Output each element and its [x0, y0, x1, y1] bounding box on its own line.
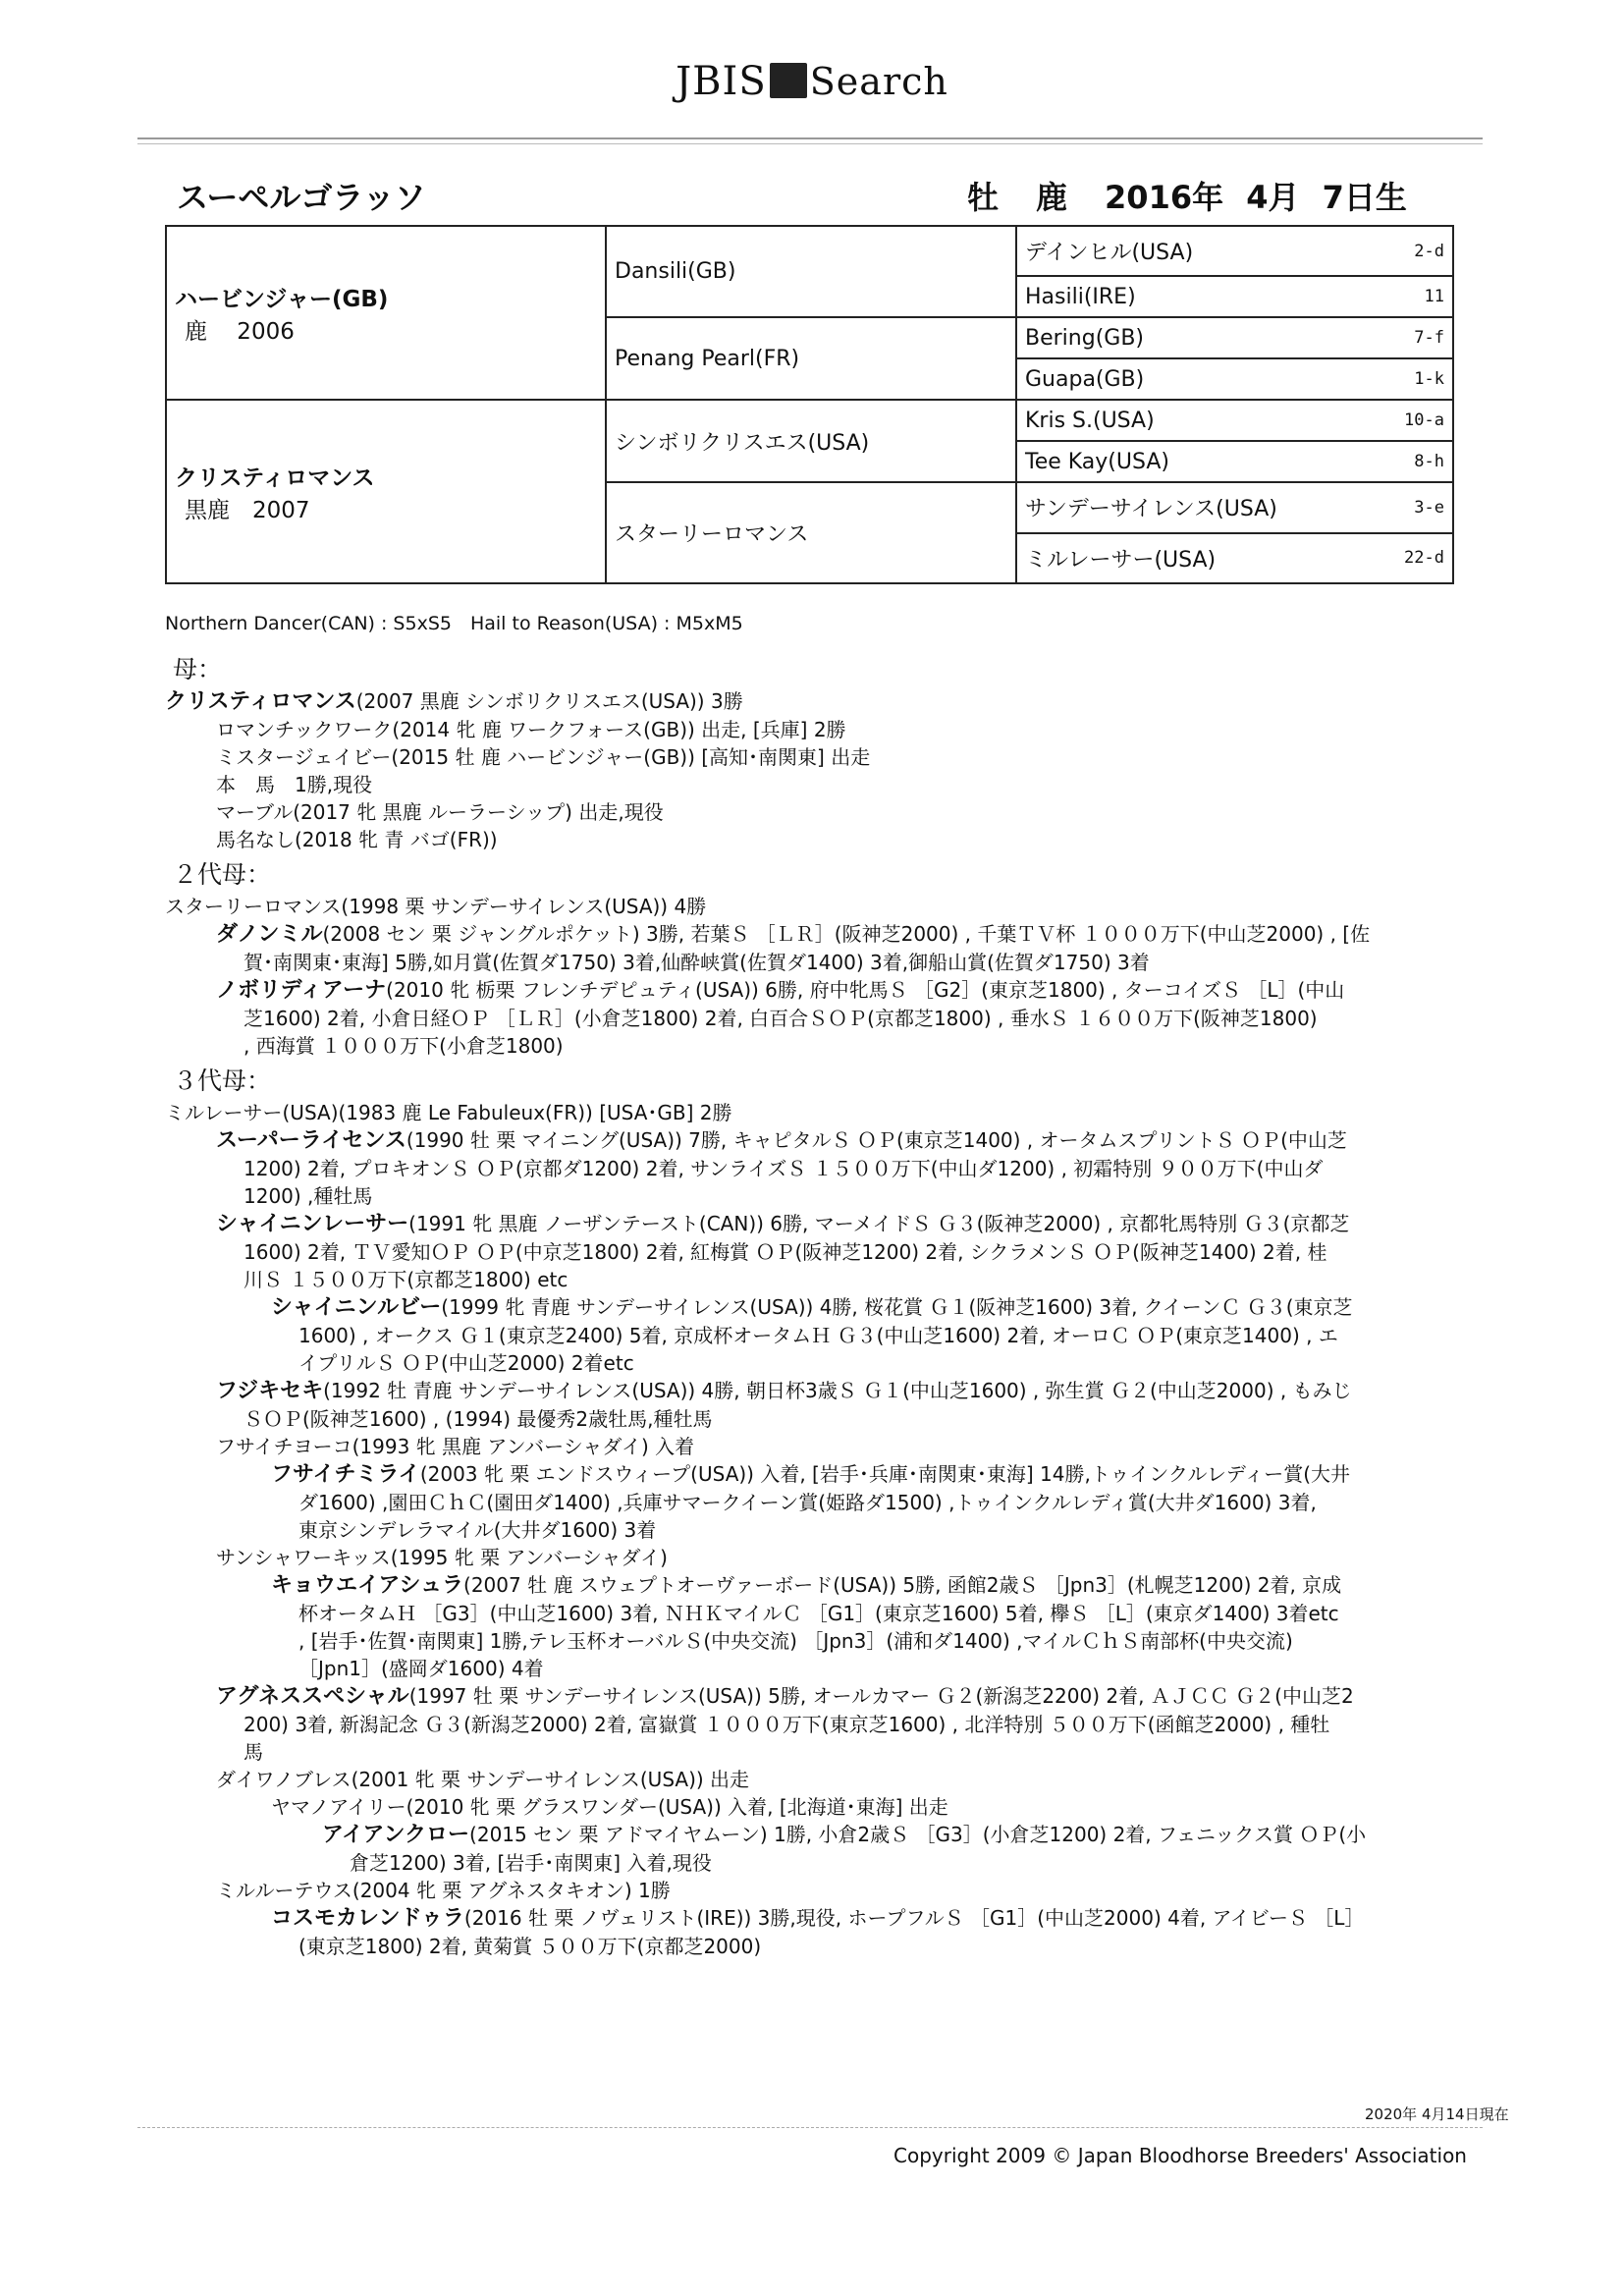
section-g2-heading: ２代母：: [173, 860, 272, 889]
entry-detail: (1990 牡 栗 マイニング(USA)) 7勝, キャピタルＳ ＯＰ(東京芝1400) , オータムスプリントＳ ＯＰ(中山芝: [406, 1128, 1347, 1152]
list-item: [165, 1822, 1471, 1848]
entry-name: キョウエイアシュラ: [271, 1573, 464, 1598]
list-item: [165, 1794, 1471, 1820]
g3-name: Bering(GB): [1016, 317, 1378, 358]
list-item-cont: , 西海賞 １０００万下(小倉芝1800): [244, 1034, 564, 1058]
entry-detail: 1200) ,種牡馬: [244, 1184, 373, 1208]
dam-entry: [165, 688, 1471, 715]
entry-detail: (2016 牡 栗 ノヴェリスト(IRE)) 3勝,現役, ホープフルＳ ［G1］(中山芝2000) 4着, アイビーＳ ［L］: [463, 1906, 1365, 1930]
list-item: [165, 1127, 1471, 1154]
horse-logo-icon: [770, 63, 807, 98]
list-item-cont: [165, 1156, 1471, 1181]
entry-detail: 川Ｓ １５００万下(京都芝1800) etc: [244, 1268, 568, 1291]
list-item: [165, 1545, 1471, 1570]
copyright: Copyright 2009 © Japan Bloodhorse Breeders' Association: [893, 2144, 1467, 2167]
entry-name: フジキセキ: [216, 1379, 324, 1403]
list-item: [165, 1294, 1471, 1321]
g3-family: 7-f: [1378, 317, 1453, 358]
list-item: [165, 1878, 1471, 1903]
horse-birth: 2016年 4月 7日生: [1105, 179, 1407, 216]
entry-name: コスモカレンドゥラ: [271, 1906, 464, 1931]
entry-detail: サンシャワーキッス(1995 牝 栗 アンバーシャダイ): [216, 1546, 668, 1569]
list-item: [165, 1767, 1471, 1792]
entry-detail: イプリルＳ ＯＰ(中山芝2000) 2着etc: [298, 1351, 634, 1375]
list-item-cont: [165, 1739, 1471, 1765]
entry-detail: ヤマノアイリー(2010 牝 栗 グラスワンダー(USA)) 入着, [北海道･東海] 出走: [271, 1795, 948, 1819]
section-dam-heading: 母：: [173, 655, 223, 683]
sire-sub: 鹿 2006: [185, 318, 295, 345]
entry-detail: (1999 牝 青鹿 サンデーサイレンス(USA)) 4勝, 桜花賞 Ｇ１(阪神芝1600) 3着, クイーンＣ Ｇ３(東京芝: [441, 1295, 1353, 1319]
list-item-cont: [165, 1628, 1471, 1654]
entry-name: アグネススペシャル: [216, 1684, 409, 1709]
jbis-logo: [0, 59, 1624, 104]
list-item-cont: 芝1600) 2着, 小倉日経ＯＰ ［ＬＲ］(小倉芝1800) 2着, 白百合ＳＯＰ(京都芝1800) , 垂水Ｓ １６００万下(阪神芝1800): [244, 1007, 1318, 1030]
entry-detail: ダイワノブレス(2001 牝 栗 サンデーサイレンス(USA)) 出走: [216, 1768, 750, 1791]
list-item: [165, 921, 1471, 948]
entry-detail: 杯オータムＨ ［G3］(中山芝1600) 3着, ＮＨＫマイルＣ ［G1］(東京芝1600) 5着, 欅Ｓ ［L］(東京ダ1400) 3着etc: [298, 1602, 1339, 1625]
entry-name: アイアンクロー: [322, 1823, 470, 1847]
g3-family: 3-e: [1378, 482, 1453, 532]
list-item-cont: [165, 1239, 1471, 1265]
entry-detail: (1991 牝 黒鹿 ノーザンテースト(CAN)) 6勝, マーメイドＳ Ｇ３(阪神芝2000) , 京都牝馬特別 Ｇ３(京都芝: [408, 1212, 1350, 1235]
sire-cell: [166, 226, 606, 400]
entry-detail: (2003 牝 栗 エンドスウィープ(USA)) 入着, [岩手･兵庫･南関東･東海] 14勝,トゥインクルレディー賞(大井: [419, 1462, 1351, 1486]
entry-detail: (2010 牝 栃栗 フレンチデピュティ(USA)) 6勝, 府中牝馬Ｓ ［G2］(東京芝1800) , ターコイズＳ ［L］(中山: [386, 978, 1345, 1002]
entry-detail: ダ1600) ,園田ＣｈＣ(園田ダ1400) ,兵庫サマークイーン賞(姫路ダ1500) ,トゥインクルレディ賞(大井ダ1600) 3着,: [298, 1491, 1317, 1514]
g3-name: ミルレーサー(USA): [1016, 533, 1378, 583]
entry-detail: 1600) 2着, ＴＶ愛知ＯＰ ＯＰ(中京芝1800) 2着, 紅梅賞 ＯＰ(阪神芝1200) 2着, シクラメンＳ ＯＰ(阪神芝1400) 2着, 桂: [244, 1240, 1327, 1264]
g3-descendants: [165, 1127, 1471, 1959]
list-item: [165, 1572, 1471, 1599]
list-item: [165, 1905, 1471, 1932]
horse-sex: 牡: [967, 179, 1000, 216]
list-item-cont: [165, 1934, 1471, 1959]
list-item-cont: [165, 1656, 1471, 1681]
list-item: [165, 1683, 1471, 1710]
list-item: 本 馬 1勝,現役: [216, 773, 373, 796]
footer-divider: [137, 2127, 1483, 2128]
list-item: 馬名なし(2018 牝 青 バゴ(FR)): [216, 828, 498, 851]
section-g3-heading: ３代母：: [173, 1066, 272, 1095]
entry-detail: フサイチヨーコ(1993 牝 黒鹿 アンバーシャダイ) 入着: [216, 1435, 695, 1458]
g3-family: 2-d: [1378, 226, 1453, 276]
horse-name: スーペルゴラッソ: [177, 179, 426, 216]
dam-name: クリスティロマンス: [175, 465, 375, 491]
entry-name: フサイチミライ: [271, 1462, 420, 1487]
entry-detail: (2015 セン 栗 アドマイヤムーン) 1勝, 小倉2歳Ｓ ［G3］(小倉芝1200) 2着, フェニックス賞 ＯＰ(小: [469, 1823, 1367, 1846]
entry-detail: , [岩手･佐賀･南関東] 1勝,テレ玉杯オーバルＳ(中央交流) ［Jpn3］(浦和ダ1400) ,マイルＣｈＳ南部杯(中央交流): [298, 1629, 1293, 1653]
list-item: [165, 1461, 1471, 1488]
dam-sub: 黒鹿 2007: [185, 497, 310, 523]
g3-name: サンデーサイレンス(USA): [1016, 482, 1378, 532]
g2-dam-entry: スターリーロマンス(1998 栗 サンデーサイレンス(USA)) 4勝: [165, 895, 707, 918]
list-item: ロマンチックワーク(2014 牝 鹿 ワークフォース(GB)) 出走, [兵庫] 2勝: [216, 718, 846, 741]
horse-color: 鹿: [1036, 179, 1068, 216]
sire-name: ハービンジャー(GB): [175, 286, 389, 312]
logo-search-text: Search: [809, 60, 948, 103]
header-divider: [137, 137, 1483, 139]
list-item-cont: [165, 1406, 1471, 1432]
pedigree-table: [165, 225, 1454, 584]
entry-detail: (1992 牡 青鹿 サンデーサイレンス(USA)) 4勝, 朝日杯3歳Ｓ Ｇ１(中山芝1600) , 弥生賞 Ｇ２(中山芝2000) , もみじ: [323, 1379, 1352, 1402]
list-item: マーブル(2017 牝 黒鹿 ルーラーシップ) 出走,現役: [216, 800, 664, 824]
list-item: [165, 1211, 1471, 1237]
g3-dam-entry: ミルレーサー(USA)(1983 鹿 Le Fabuleux(FR)) [USA･GB] 2勝: [165, 1101, 732, 1124]
dam-entry-detail: (2007 黒鹿 シンボリクリスエス(USA)) 3勝: [355, 689, 743, 713]
entry-detail: ［Jpn1］(盛岡ダ1600) 4着: [298, 1657, 544, 1680]
header-divider-thin: [137, 143, 1483, 144]
list-item: [165, 977, 1471, 1004]
entry-name: シャイニンレーサー: [216, 1212, 409, 1236]
horse-info: [967, 173, 1444, 218]
g3-name: デインヒル(USA): [1016, 226, 1378, 276]
g3-family: 1-k: [1378, 358, 1453, 400]
sire-sire: Dansili(GB): [606, 226, 1016, 317]
list-item-cont: [165, 1267, 1471, 1292]
entry-detail: (1997 牡 栗 サンデーサイレンス(USA)) 5勝, オールカマー Ｇ２(新潟芝2200) 2着, ＡＪＣＣ Ｇ２(中山芝2: [408, 1684, 1354, 1708]
entry-detail: ＳＯＰ(阪神芝1600) , (1994) 最優秀2歳牡馬,種牡馬: [244, 1407, 713, 1431]
dam-dam: スターリーロマンス: [606, 482, 1016, 583]
entry-name: シャイニンルビー: [271, 1295, 442, 1320]
list-item: [165, 1434, 1471, 1459]
as-of-date: 2020年 4月14日現在: [1365, 2105, 1509, 2123]
list-item-cont: 賀･南関東･東海] 5勝,如月賞(佐賀ダ1750) 3着,仙酔峡賞(佐賀ダ1400) 3着,御船山賞(佐賀ダ1750) 3着: [244, 951, 1150, 974]
g3-name: Kris S.(USA): [1016, 400, 1378, 441]
list-item-cont: [165, 1601, 1471, 1626]
entry-detail: ミルルーテウス(2004 牝 栗 アグネスタキオン) 1勝: [216, 1879, 671, 1902]
g3-family: 22-d: [1378, 533, 1453, 583]
g3-name: Guapa(GB): [1016, 358, 1378, 400]
logo-jbis-text: JBIS: [676, 59, 767, 104]
entry-detail: 1200) 2着, プロキオンＳ ＯＰ(京都ダ1200) 2着, サンライズＳ １５００万下(中山ダ1200) , 初霜特別 ９００万下(中山ダ: [244, 1157, 1324, 1180]
entry-detail: (2007 牡 鹿 スウェプトオーヴァーボード(USA)) 5勝, 函館2歳Ｓ ［Jpn3］(札幌芝1200) 2着, 京成: [463, 1573, 1342, 1597]
entry-detail: (2008 セン 栗 ジャングルポケット) 3勝, 若葉Ｓ ［ＬＲ］(阪神芝2000) , 千葉ＴＶ杯 １０００万下(中山芝2000) , [佐: [322, 922, 1371, 946]
list-item-cont: [165, 1350, 1471, 1376]
g3-name: Tee Kay(USA): [1016, 441, 1378, 482]
list-item-cont: [165, 1183, 1471, 1209]
entry-detail: (東京芝1800) 2着, 黄菊賞 ５００万下(京都芝2000): [298, 1935, 762, 1958]
g3-family: 10-a: [1378, 400, 1453, 441]
dam-entry-name: クリスティロマンス: [165, 689, 356, 714]
list-item-cont: [165, 1490, 1471, 1515]
entry-detail: 200) 3着, 新潟記念 Ｇ３(新潟芝2000) 2着, 富嶽賞 １０００万下(東京芝1600) , 北洋特別 ５００万下(函館芝2000) , 種牡: [244, 1713, 1330, 1736]
list-item-cont: [165, 1517, 1471, 1543]
dam-cell: [166, 400, 606, 583]
list-item-cont: [165, 1850, 1471, 1876]
list-item: ミスタージェイビー(2015 牡 鹿 ハービンジャー(GB)) [高知･南関東] 出走: [216, 745, 871, 769]
list-item: [165, 1378, 1471, 1404]
inbreeding-note: Northern Dancer(CAN) : S5xS5 Hail to Reason(USA) : M5xM5: [165, 613, 743, 634]
sire-dam: Penang Pearl(FR): [606, 317, 1016, 400]
g3-name: Hasili(IRE): [1016, 276, 1378, 317]
entry-detail: 東京シンデレラマイル(大井ダ1600) 3着: [298, 1518, 657, 1542]
entry-name: ダノンミル: [216, 922, 323, 947]
g3-family: 11: [1378, 276, 1453, 317]
entry-detail: 倉芝1200) 3着, [岩手･南関東] 入着,現役: [350, 1851, 712, 1875]
family-section: [165, 653, 1471, 1961]
entry-detail: 馬: [244, 1740, 263, 1764]
entry-name: スーパーライセンス: [216, 1128, 406, 1153]
g3-family: 8-h: [1378, 441, 1453, 482]
list-item-cont: [165, 1323, 1471, 1348]
dam-sire: シンボリクリスエス(USA): [606, 400, 1016, 482]
entry-name: ノボリディアーナ: [216, 978, 387, 1003]
entry-detail: 1600) , オークス Ｇ１(東京芝2400) 5着, 京成杯オータムＨ Ｇ３(中山芝1600) 2着, オーロＣ ＯＰ(東京芝1400) , エ: [298, 1324, 1338, 1347]
list-item-cont: [165, 1712, 1471, 1737]
